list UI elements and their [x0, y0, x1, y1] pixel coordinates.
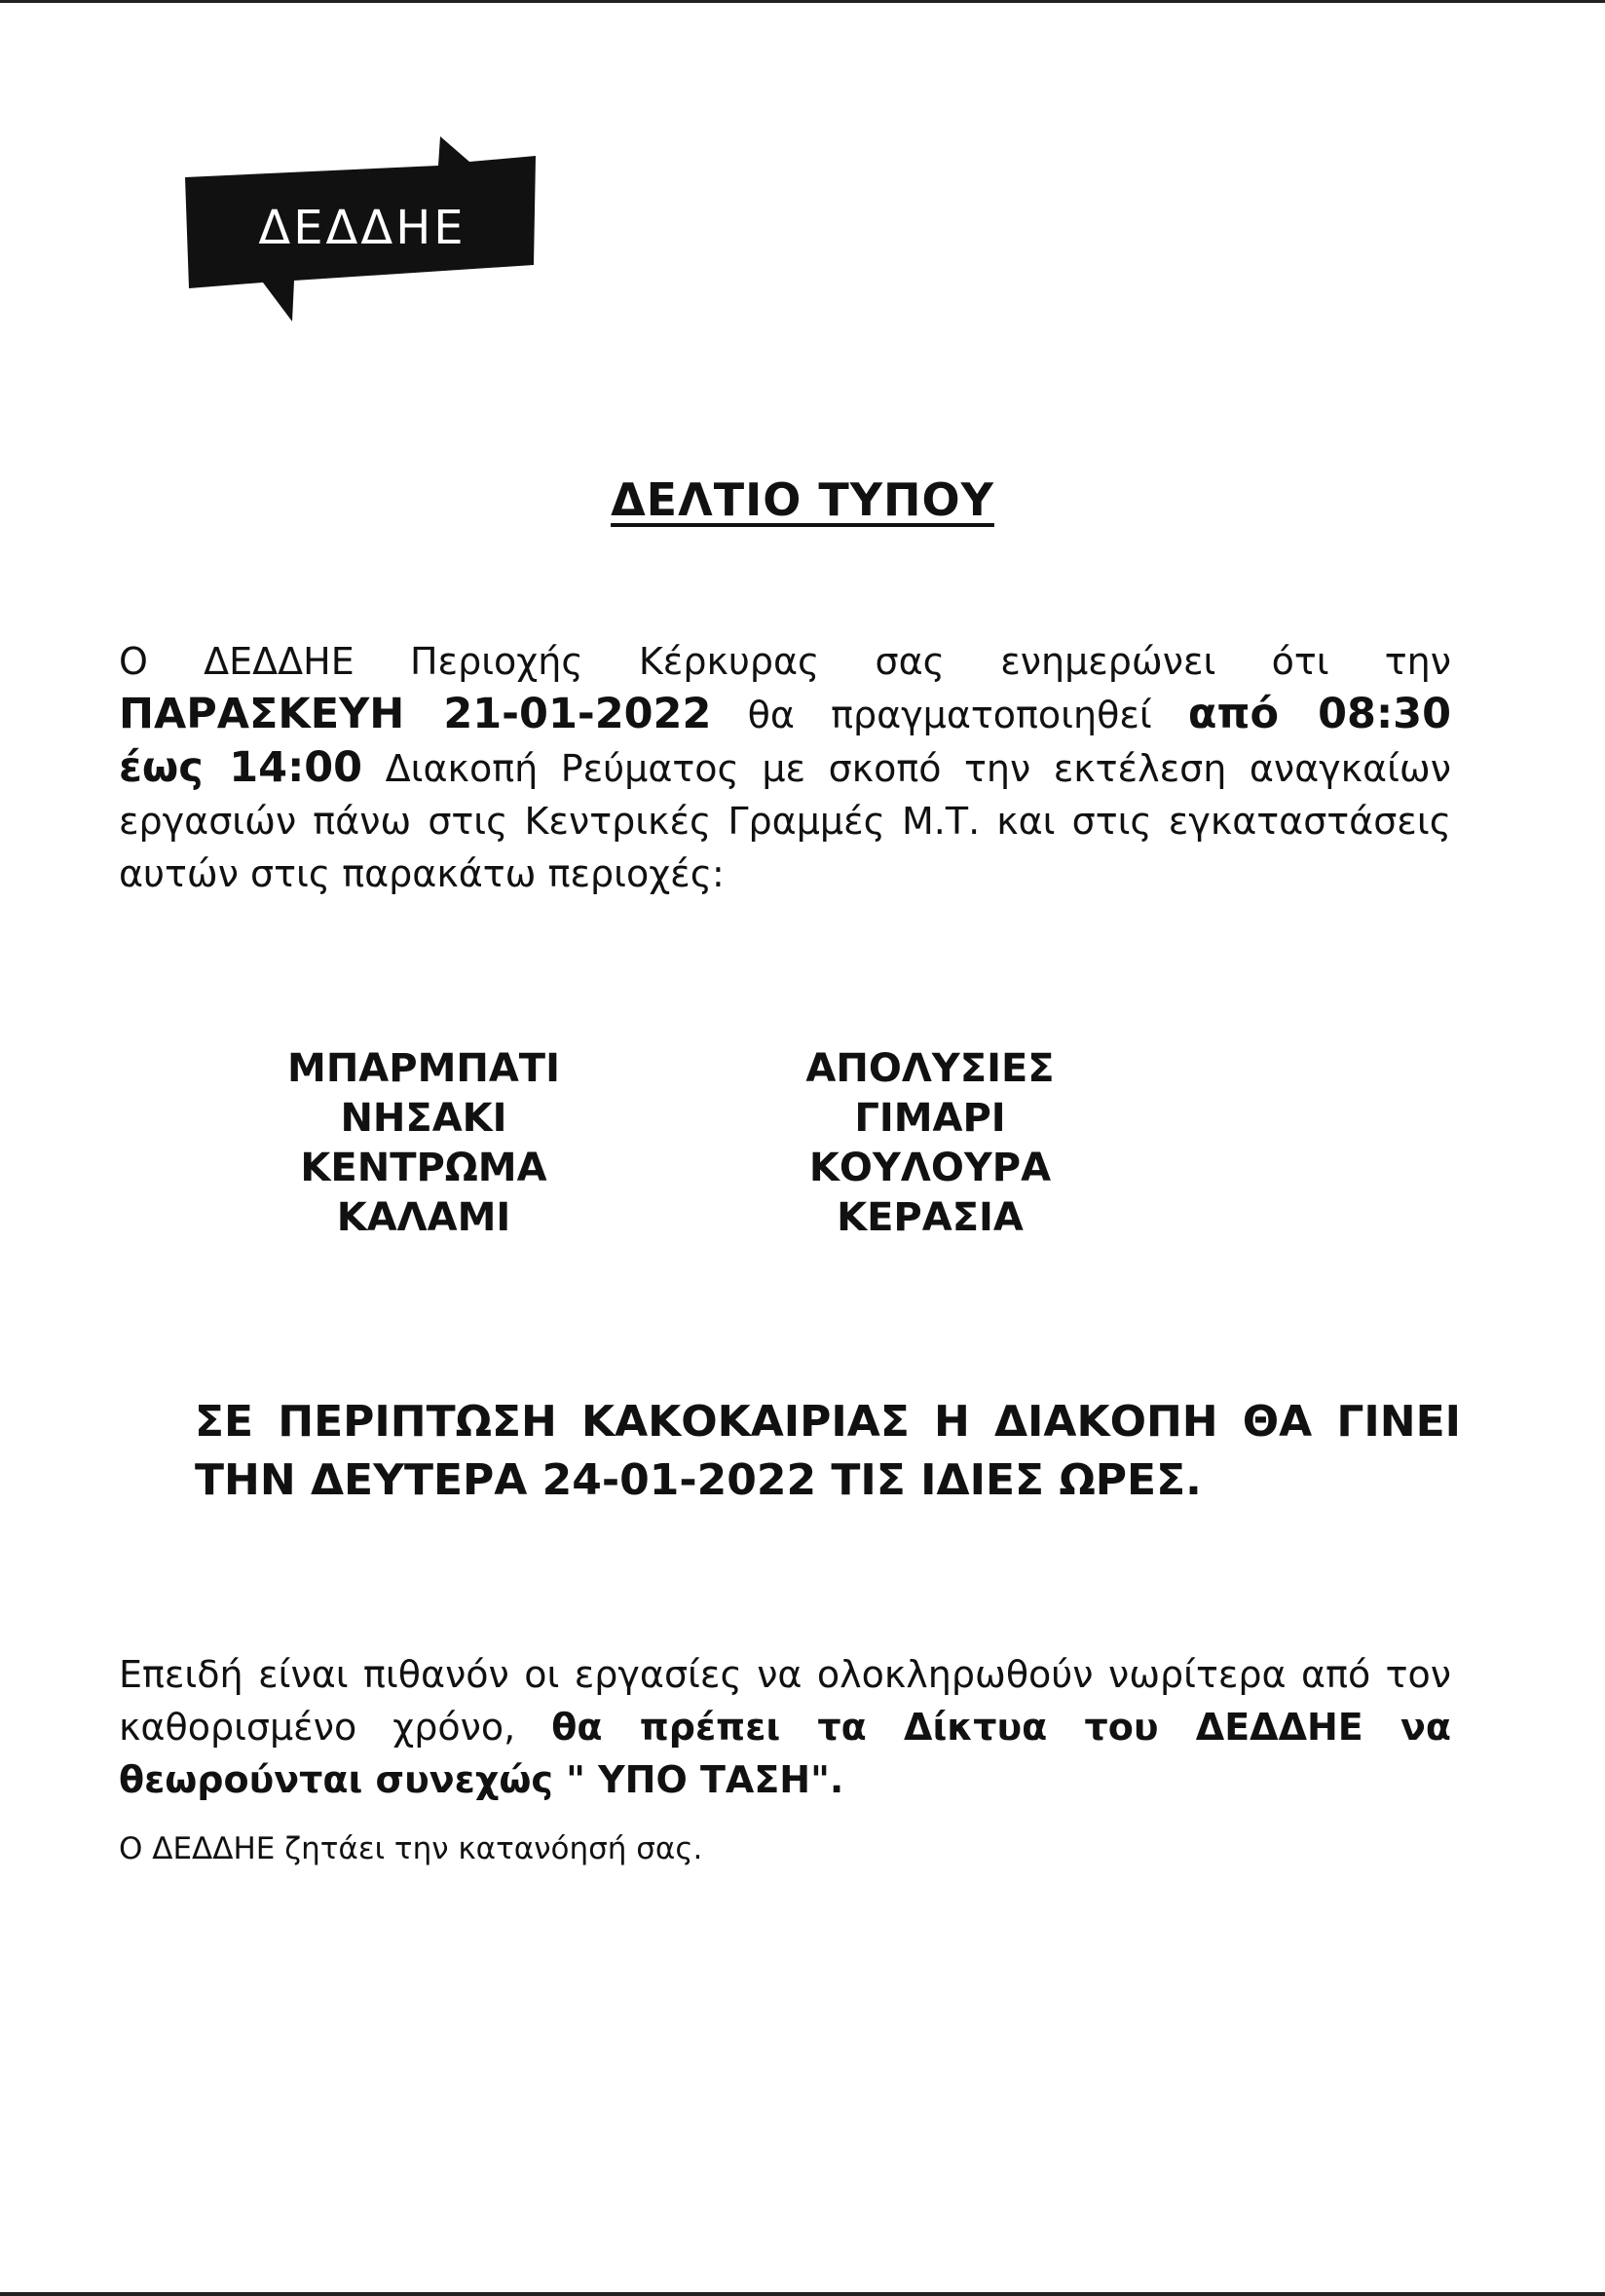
logo-text: ΔΕΔΔΗΕ [258, 201, 467, 255]
area-item: ΓΙΜΑΡΙ [854, 1096, 1006, 1141]
scan-edge-top [0, 0, 1605, 3]
intro-line-5: αυτών στις παρακάτω περιοχές: [119, 852, 725, 895]
outro-line-2: καθορισμένο χρόνο, θα πρέπει τα Δίκτυα του ΔΕΔΔΗΕ να [119, 1706, 1451, 1749]
outro-line-3 [119, 1753, 1451, 1806]
intro-line-3: έως 14:00 Διακοπή Ρεύματος με σκοπό την εκτέλεση αναγκαίων [119, 743, 1451, 792]
weather-warning [195, 1393, 1461, 1510]
page-title: ΔΕΛΤΙΟ ΤΥΠΟΥ [611, 473, 994, 526]
outage-start-time: από 08:30 [1187, 690, 1451, 738]
areas-left-column [219, 1044, 628, 1243]
areas-right-column [726, 1044, 1135, 1243]
area-item: ΚΑΛΑΜΙ [336, 1195, 511, 1240]
scan-edge-bottom [0, 2292, 1605, 2296]
deddie-logo [185, 136, 536, 321]
area-item: ΜΠΑΡΜΠΑΤΙ [287, 1046, 560, 1091]
closing-note: Ο ΔΕΔΔΗΕ ζητάει την κατανόησή σας. [119, 1831, 703, 1866]
warning-line-1: ΣΕ ΠΕΡΙΠΤΩΣΗ ΚΑΚΟΚΑΙΡΙΑΣ Η ΔΙΑΚΟΠΗ ΘΑ ΓΙΝΕΙ [195, 1397, 1461, 1447]
live-network-notice-end: θεωρούνται συνεχώς " ΥΠΟ ΤΑΣΗ". [119, 1758, 844, 1801]
warning-line-2: ΤΗΝ ΔΕΥΤΕΡΑ 24-01-2022 ΤΙΣ ΙΔΙΕΣ ΩΡΕΣ. [195, 1455, 1202, 1505]
area-item: ΑΠΟΛΥΣΙΕΣ [805, 1046, 1055, 1091]
area-item: ΚΕΝΤΡΩΜΑ [300, 1146, 547, 1190]
outage-end-time: έως 14:00 [119, 743, 363, 792]
area-item: ΚΟΥΛΟΥΡΑ [808, 1146, 1052, 1190]
intro-line-4: εργασιών πάνω στις Κεντρικές Γραμμές Μ.Τ. και στις εγκαταστάσεις [119, 800, 1451, 843]
outro-paragraph [119, 1648, 1451, 1806]
outro-line-1: Επειδή είναι πιθανόν οι εργασίες να ολοκληρωθούν νωρίτερα από τον [119, 1653, 1451, 1696]
intro-line-1: Ο ΔΕΔΔΗΕ Περιοχής Κέρκυρας σας ενημερώνει ότι την [119, 640, 1451, 683]
intro-paragraph [119, 635, 1451, 900]
area-item: ΚΕΡΑΣΙΑ [837, 1195, 1024, 1240]
live-network-notice: θα πρέπει τα Δίκτυα του ΔΕΔΔΗΕ να [551, 1706, 1451, 1749]
area-item: ΝΗΣΑΚΙ [340, 1096, 507, 1141]
intro-line-2: ΠΑΡΑΣΚΕΥΗ 21-01-2022 θα πραγματοποιηθεί από 08:30 [119, 690, 1451, 738]
outage-date: ΠΑΡΑΣΚΕΥΗ 21-01-2022 [119, 690, 712, 738]
